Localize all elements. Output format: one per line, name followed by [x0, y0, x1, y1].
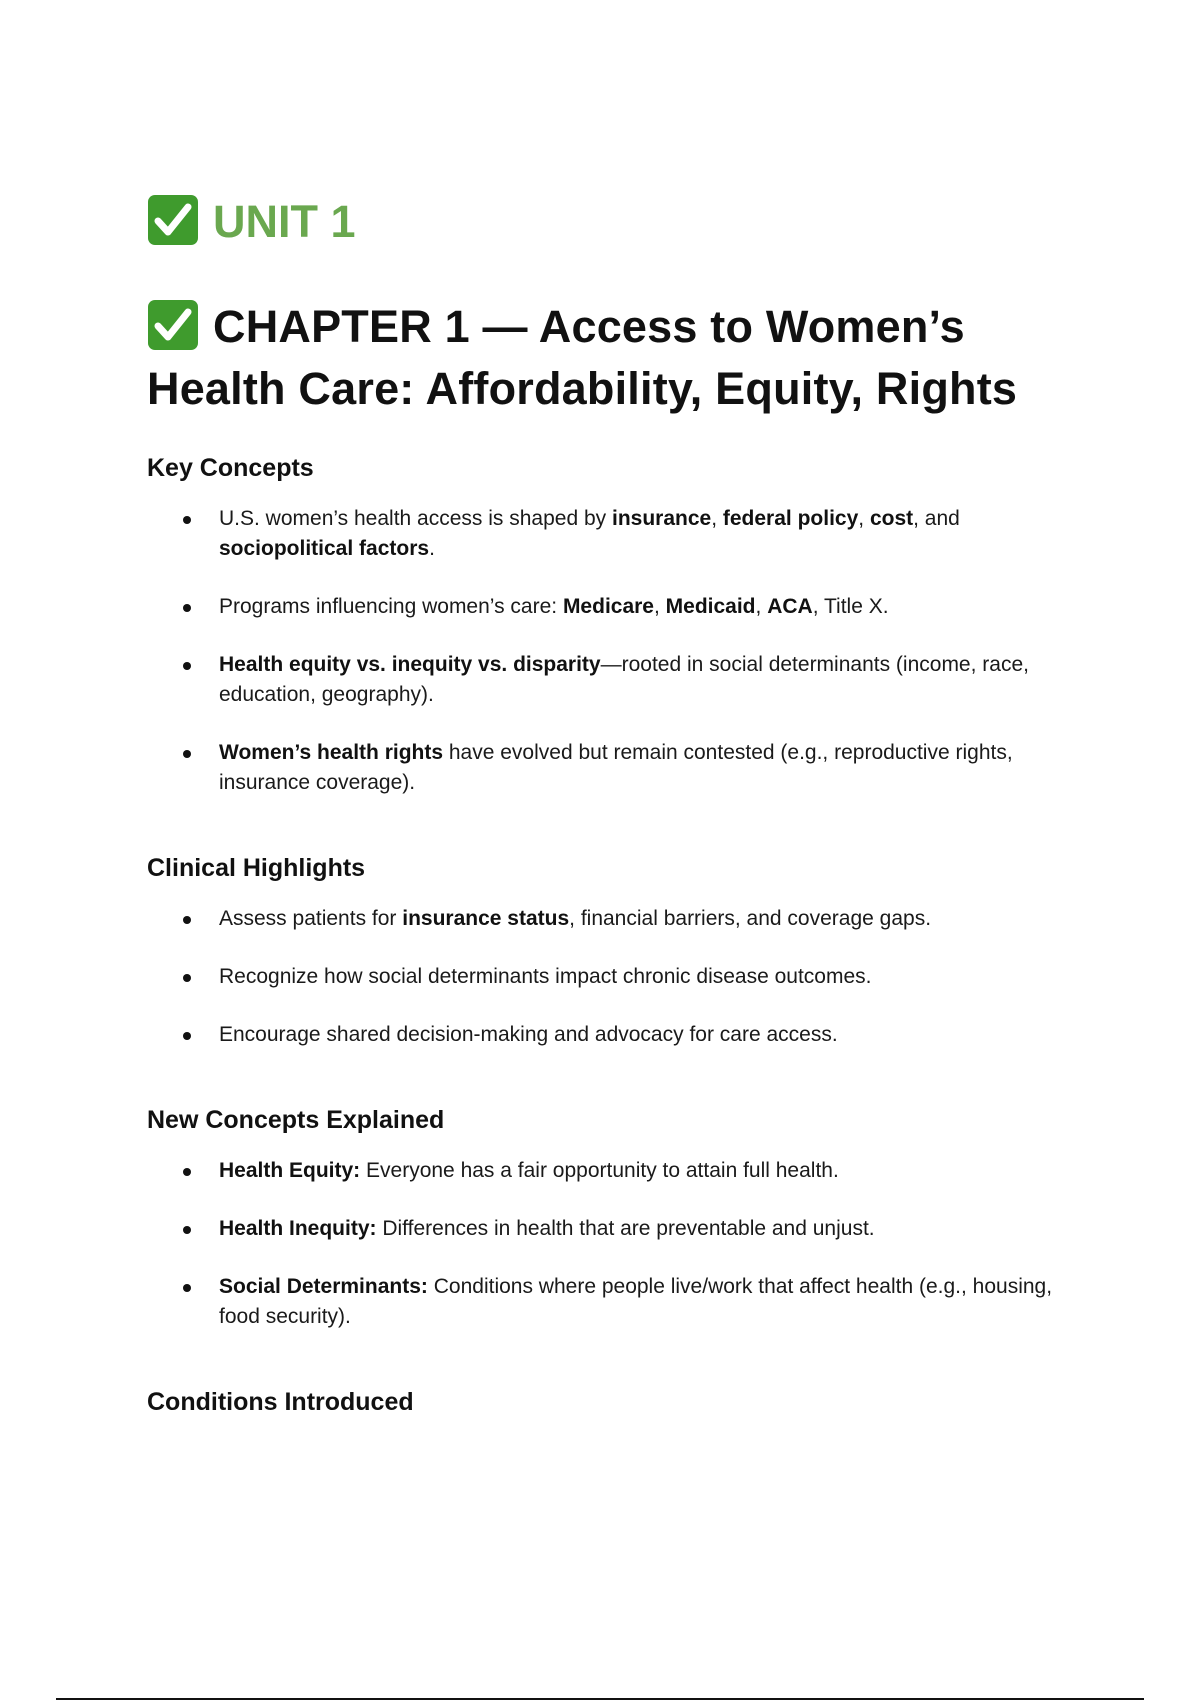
list-item	[183, 504, 1087, 564]
item-text: ,	[653, 595, 666, 618]
item-bold-text: ACA	[767, 595, 813, 618]
item-text: Assess patients for	[219, 907, 403, 930]
chapter-title	[147, 296, 1087, 420]
item-bold-text: insurance	[611, 507, 712, 530]
item-bold-text: cost	[869, 507, 914, 530]
item-bold-text: Medicare	[562, 595, 654, 618]
list-item	[183, 1272, 1087, 1332]
item-text: Differences in health that are preventable and unjust.	[376, 1217, 875, 1240]
item-text: ,	[755, 595, 768, 618]
item-text: .	[429, 537, 435, 560]
clinical-highlights-list	[147, 904, 1087, 1050]
unit-title	[147, 188, 1087, 256]
item-text: Encourage shared decision-making and advocacy for care access.	[219, 1023, 838, 1046]
item-bold-text: Health Equity:	[219, 1159, 361, 1182]
document-page	[147, 188, 1087, 1420]
item-text: ,	[711, 507, 723, 530]
list-item	[183, 962, 1087, 992]
item-bold-text: Health Inequity:	[219, 1217, 377, 1240]
list-item	[183, 592, 1087, 622]
item-bold-text: insurance status	[402, 907, 570, 930]
list-item	[183, 904, 1087, 934]
section-heading-clinical-highlights: Clinical Highlights	[147, 854, 366, 882]
item-text: Recognize how social determinants impact chronic disease outcomes.	[219, 965, 872, 988]
section-heading-conditions-introduced: Conditions Introduced	[147, 1388, 414, 1416]
section-heading-key-concepts: Key Concepts	[147, 454, 314, 482]
item-bold-text: Women’s health rights	[219, 741, 444, 764]
list-item	[183, 1156, 1087, 1186]
item-text: Everyone has a fair opportunity to attain full health.	[360, 1159, 839, 1182]
new-concepts-list	[147, 1156, 1087, 1332]
check-mark-icon	[147, 299, 199, 351]
list-item	[183, 1214, 1087, 1244]
item-text: Programs influencing women’s care:	[219, 595, 563, 618]
list-item	[183, 738, 1087, 798]
item-bold-text: Social Determinants:	[219, 1275, 428, 1298]
item-text: ,	[858, 507, 870, 530]
item-bold-text: federal policy	[722, 507, 859, 530]
key-concepts-list	[147, 504, 1087, 798]
item-text: have evolved but remain contested (e.g., reproductive rights, insurance coverage).	[219, 741, 1013, 794]
item-bold-text: Health equity vs. inequity vs. disparity	[219, 653, 601, 676]
item-bold-text: sociopolitical factors	[219, 537, 430, 560]
item-text: , Title X.	[812, 595, 889, 618]
section-heading-new-concepts: New Concepts Explained	[147, 1106, 445, 1134]
chapter-title-text: CHAPTER 1 — Access to Women’s Health Care: Affordability, Equity, Rights	[147, 301, 1018, 414]
item-text: , and	[913, 507, 960, 530]
list-item	[183, 1020, 1087, 1050]
item-text: U.S. women’s health access is shaped by	[219, 507, 612, 530]
check-mark-icon	[147, 194, 199, 246]
item-bold-text: Medicaid	[665, 595, 756, 618]
list-item	[183, 650, 1087, 710]
unit-title-text: UNIT 1	[213, 196, 356, 247]
item-text: —rooted in social determinants (income, race, education, geography).	[219, 653, 1029, 706]
item-text: , financial barriers, and coverage gaps.	[569, 907, 932, 930]
item-text: Conditions where people live/work that affect health (e.g., housing, food security).	[219, 1275, 1053, 1328]
